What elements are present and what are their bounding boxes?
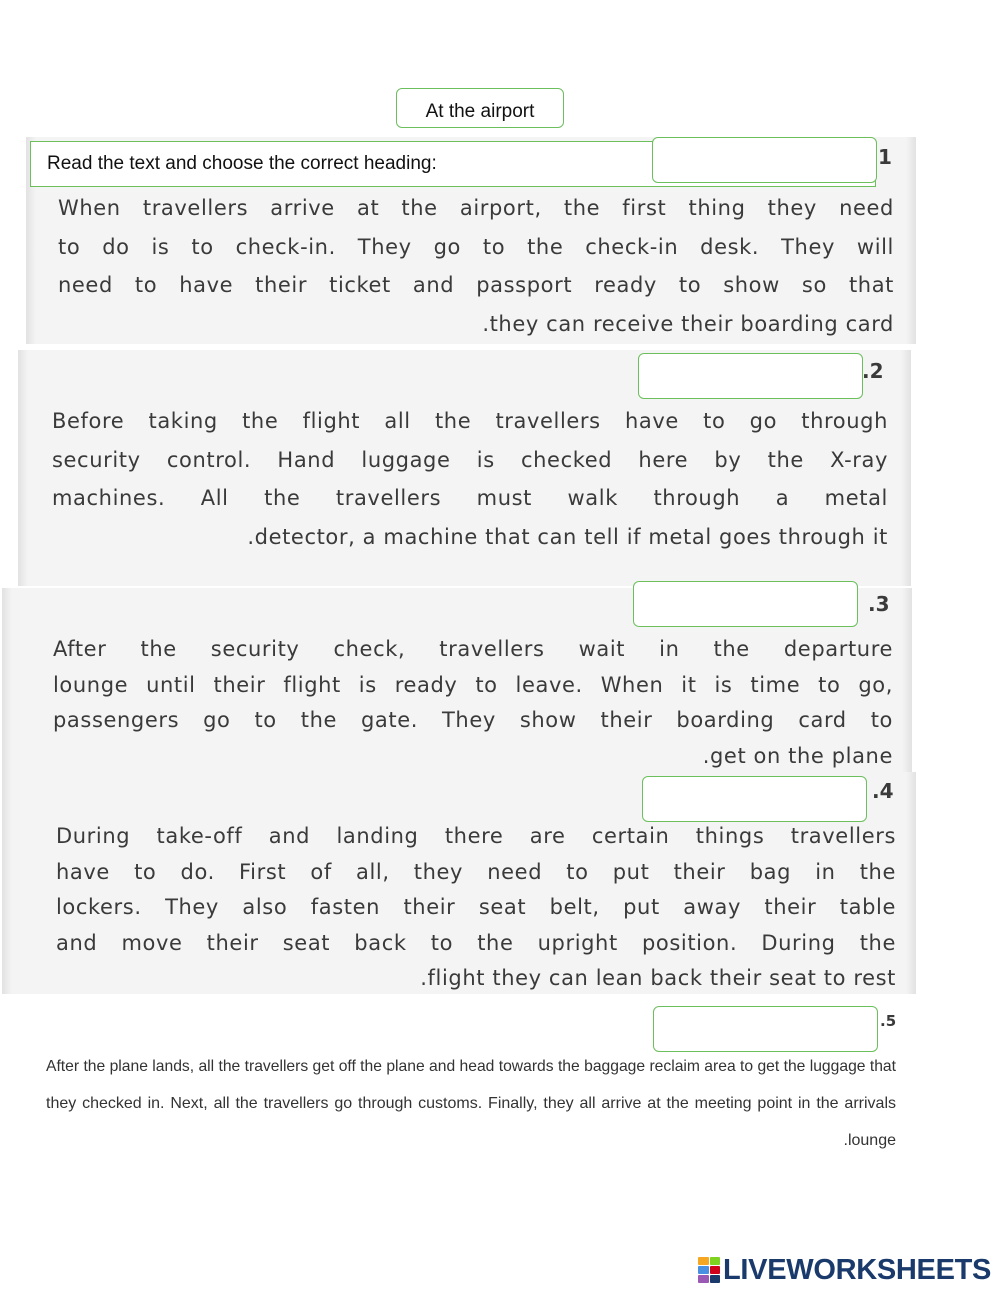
answer-input-1[interactable] xyxy=(652,137,877,183)
section-5-number: .5 xyxy=(880,1012,897,1030)
section-4-line: and move their seat back to the upright position. During the xyxy=(56,930,896,955)
section-3-line: passengers go to the gate. They show their boarding card to xyxy=(53,708,893,732)
section-3-number: .3 xyxy=(868,592,890,616)
section-5-line: After the plane lands, all the travellers get off the plane and head towards the baggage reclaim area to get the luggage that xyxy=(46,1058,896,1075)
section-4-line: have to do. First of all, they need to put their bag in the xyxy=(56,859,896,884)
section-2-line: security control. Hand luggage is checked here by the X-ray xyxy=(52,447,888,472)
section-4-line: .flight they can lean back their seat to rest xyxy=(420,966,896,990)
section-2-number: .2 xyxy=(862,359,884,383)
section-1-text xyxy=(58,189,894,343)
section-4-text xyxy=(56,819,896,997)
worksheet-title: At the airport xyxy=(396,88,564,128)
answer-input-4[interactable] xyxy=(642,776,867,822)
section-1-number: 1 xyxy=(878,145,892,169)
section-2-text xyxy=(52,402,888,556)
section-4-line: During take-off and landing there are certain things travellers xyxy=(56,824,896,848)
section-4-line: lockers. They also fasten their seat belt, put away their table xyxy=(56,895,896,919)
section-3-line: lounge until their flight is ready to leave. When it is time to go, xyxy=(53,672,893,697)
section-5-line: they checked in. Next, all the travellers go through customs. Finally, they all arrive at the meeting point in the arrivals xyxy=(46,1095,896,1112)
section-3-line: .get on the plane xyxy=(702,743,893,768)
section-1-line: need to have their ticket and passport ready to show so that xyxy=(58,273,894,297)
liveworksheets-logo xyxy=(698,1254,991,1286)
section-3-text xyxy=(53,632,893,774)
section-5-text xyxy=(46,1048,896,1159)
logo-blocks-icon xyxy=(698,1257,720,1283)
section-2-line: machines. All the travellers must walk through a metal xyxy=(52,486,888,510)
answer-input-2[interactable] xyxy=(638,353,863,399)
section-2-line: Before taking the flight all the travellers have to go through xyxy=(52,409,888,433)
section-3-line: After the security check, travellers wait in the departure xyxy=(53,637,893,661)
section-1-line: When travellers arrive at the airport, the first thing they need xyxy=(58,196,894,220)
answer-input-5[interactable] xyxy=(653,1006,878,1052)
section-2-line: .detector, a machine that can tell if metal goes through it xyxy=(247,524,888,549)
section-5-line: .lounge xyxy=(843,1132,896,1149)
answer-input-3[interactable] xyxy=(633,581,858,627)
section-1-line: .they can receive their boarding card xyxy=(482,311,894,336)
instruction-box: Read the text and choose the correct heading: xyxy=(30,141,876,187)
section-1-line: to do is to check-in. They go to the check-in desk. They will xyxy=(58,234,894,259)
section-4-number: .4 xyxy=(872,779,894,803)
logo-text: LIVEWORKSHEETS xyxy=(723,1253,992,1286)
